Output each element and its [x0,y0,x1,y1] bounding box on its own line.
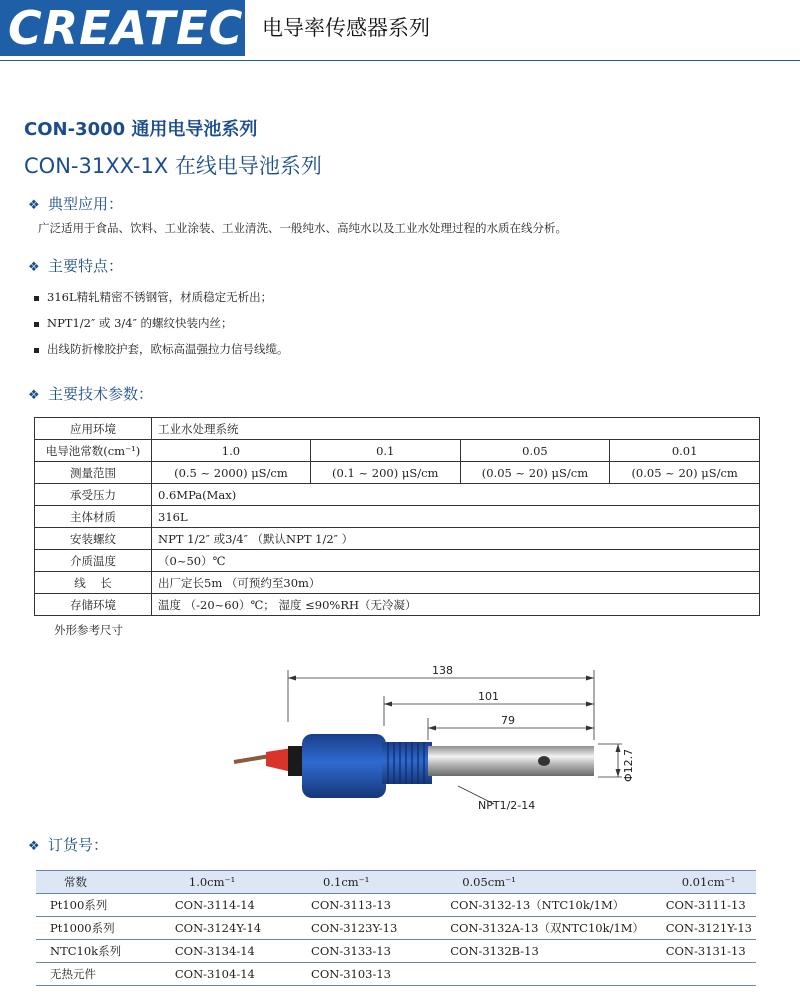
dim-tube-label: 79 [501,714,515,727]
square-bullet-icon [34,322,39,327]
sensor-steel-tube [428,746,594,776]
table-row: NTC10k系列 CON-3134-14 CON-3133-13 CON-3132B-13 CON-3131-13 [36,940,756,963]
spec-row-cell-constant: 电导池常数(cm⁻¹) 1.0 0.1 0.05 0.01 [35,440,760,462]
dim-diameter-label: Φ12.7 [622,748,635,782]
sensor-collar [288,746,302,776]
spec-row-cable: 线 长 出厂定长5m （可预约至30m） [35,572,760,594]
spec-table [34,417,760,616]
table-row: Pt100系列 CON-3114-14 CON-3113-13 CON-3132-13（NTC10k/1M） CON-3111-13 [36,894,756,917]
header-title: 电导率传感器系列 [262,16,430,40]
spec-row-material: 主体材质 316L [35,506,760,528]
spec-row-range: 测量范围 (0.5 ~ 2000) μS/cm (0.1 ~ 200) μS/cm (0.05 ~ 20) μS/cm (0.05 ~ 20) μS/cm [35,462,760,484]
brand-logo [0,0,245,56]
diamond-bullet-icon: ❖ [28,839,40,854]
diamond-bullet-icon: ❖ [28,198,40,213]
brand-logo-text: CREATEC [8,1,244,55]
thread-label: NPT1/2-14 [478,799,536,812]
diamond-bullet-icon: ❖ [28,260,40,275]
feature-item: NPT1/2″ 或 3/4″ 的螺纹快装内丝； [34,315,233,331]
dimensions-caption: 外形参考尺寸 [54,623,123,637]
applications-text: 广泛适用于食品、饮料、工业涂装、工业清洗、一般纯水、高纯水以及工业水处理过程的水质在线分析。 [38,221,567,235]
series-subtitle: CON-31XX-1X 在线电导池系列 [24,154,322,178]
spec-row-application: 应用环境 工业水处理系统 [35,418,760,440]
feature-item: 316L精轧精密不锈钢管，材质稳定无析出； [34,289,272,305]
series-title: CON-3000 通用电导池系列 [24,119,258,140]
table-row: 无热元件 CON-3104-14 CON-3103-13 [36,963,756,986]
spec-row-pressure: 承受压力 0.6MPa(Max) [35,484,760,506]
section-heading-specs: ❖ 主要技术参数： [28,384,153,406]
dim-middle-label: 101 [478,690,499,703]
sensor-body [302,734,386,798]
order-table [36,870,756,986]
section-heading-applications: ❖ 典型应用： [28,194,123,216]
section-heading-ordering: ❖ 订货号： [28,835,108,857]
spec-row-medium-temp: 介质温度 （0~50）℃ [35,550,760,572]
tube-hole [538,756,550,766]
spec-row-thread: 安装螺纹 NPT 1/2″ 或3/4″ （默认NPT 1/2″ ） [35,528,760,550]
sensor-cable [234,756,270,762]
table-row: Pt1000系列 CON-3124Y-14 CON-3123Y-13 CON-3132A-13（双NTC10k/1M） CON-3121Y-13 [36,917,756,940]
sensor-dimension-drawing [222,662,642,812]
diamond-bullet-icon: ❖ [28,388,40,403]
feature-item: 出线防折橡胶护套，欧标高温强拉力信号线缆。 [34,341,289,357]
dim-overall-label: 138 [432,664,453,677]
section-heading-features: ❖ 主要特点： [28,256,123,278]
square-bullet-icon [34,296,39,301]
square-bullet-icon [34,348,39,353]
header-divider [0,60,800,61]
spec-row-storage: 存储环境 温度 （-20~60）℃； 湿度 ≤90%RH（无冷凝） [35,594,760,616]
order-header-row: 常数 1.0cm⁻¹ 0.1cm⁻¹ 0.05cm⁻¹ 0.01cm⁻¹ [36,871,756,894]
